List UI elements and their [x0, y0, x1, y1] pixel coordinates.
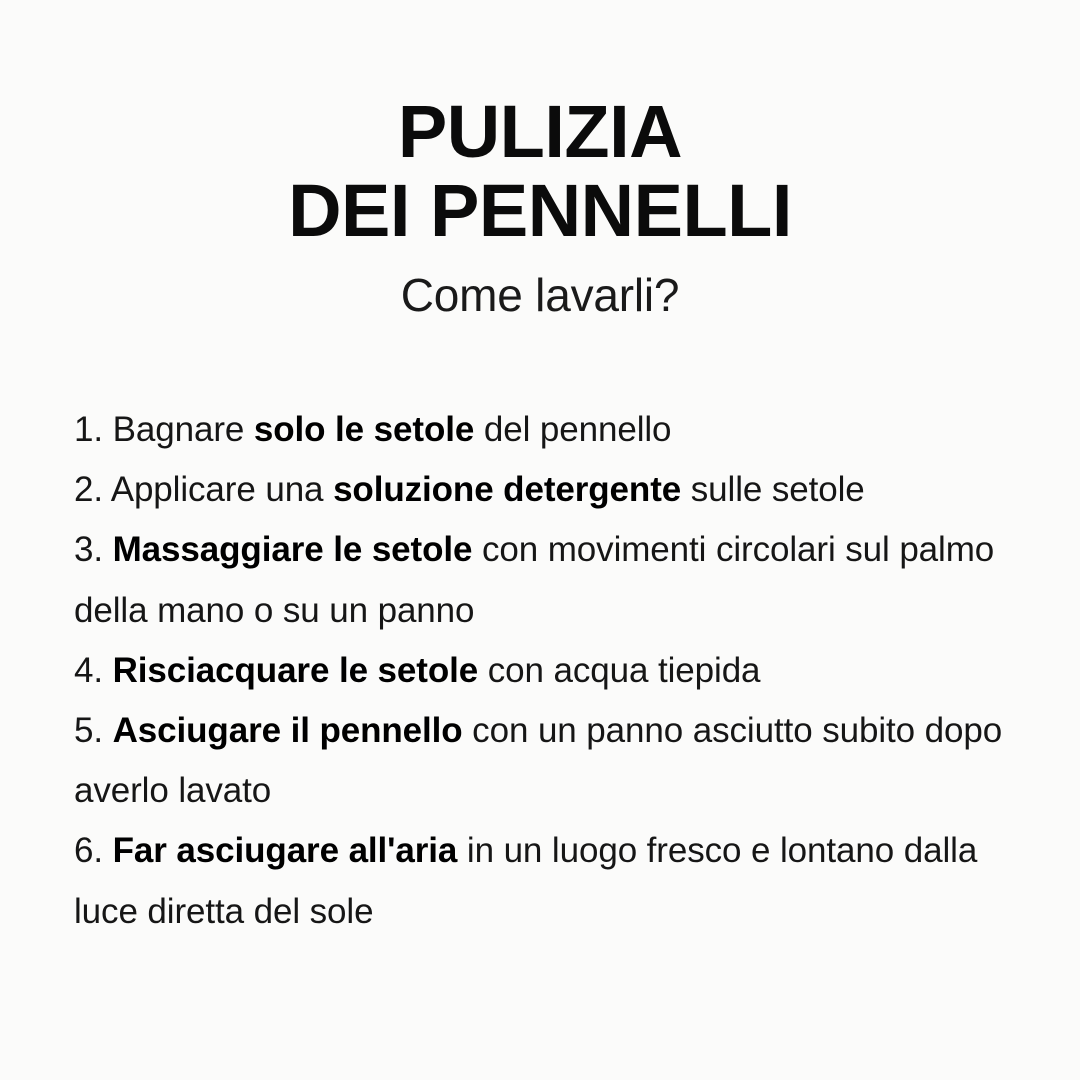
list-item — [74, 821, 1020, 941]
step-emphasis: solo le setole — [253, 410, 475, 449]
step-number: 2. — [74, 470, 103, 510]
step-emphasis: Far asciugare all'aria — [112, 831, 458, 871]
step-text: Applicare una — [103, 470, 334, 510]
step-number: 4. — [74, 650, 103, 690]
step-text: con acqua tiepida — [478, 650, 761, 690]
step-number: 3. — [74, 530, 103, 570]
steps-list — [74, 400, 1020, 942]
step-number: 1. — [74, 410, 103, 449]
step-text: del pennello — [474, 410, 672, 449]
page-title — [0, 0, 1080, 253]
step-text: con movimenti circolari sul palmo della mano o su un panno — [74, 530, 995, 630]
step-text — [103, 651, 113, 690]
step-text — [103, 831, 113, 870]
list-item — [74, 520, 1020, 640]
list-item — [74, 641, 1020, 701]
step-text: in un luogo fresco e lontano dalla luce diretta del sole — [74, 831, 978, 931]
step-number: 5. — [74, 710, 103, 750]
title-line-2: DEI PENNELLI — [288, 169, 792, 253]
list-item — [74, 701, 1020, 821]
step-text: con un panno asciutto subito dopo averlo lavato — [74, 710, 1003, 811]
step-text: Bagnare — [103, 410, 254, 449]
page-subtitle: Come lavarli? — [400, 269, 680, 322]
list-item — [74, 460, 1020, 520]
step-emphasis: Asciugare il pennello — [112, 710, 463, 750]
step-text — [103, 711, 113, 750]
step-text: sulle setole — [681, 470, 865, 510]
step-emphasis: soluzione detergente — [333, 470, 682, 510]
step-emphasis: Massaggiare le setole — [112, 530, 473, 570]
step-number: 6. — [74, 831, 103, 871]
title-line-1: PULIZIA — [397, 90, 683, 173]
step-emphasis: Risciacquare le setole — [112, 650, 479, 690]
step-text — [103, 530, 113, 569]
list-item — [74, 400, 1020, 460]
